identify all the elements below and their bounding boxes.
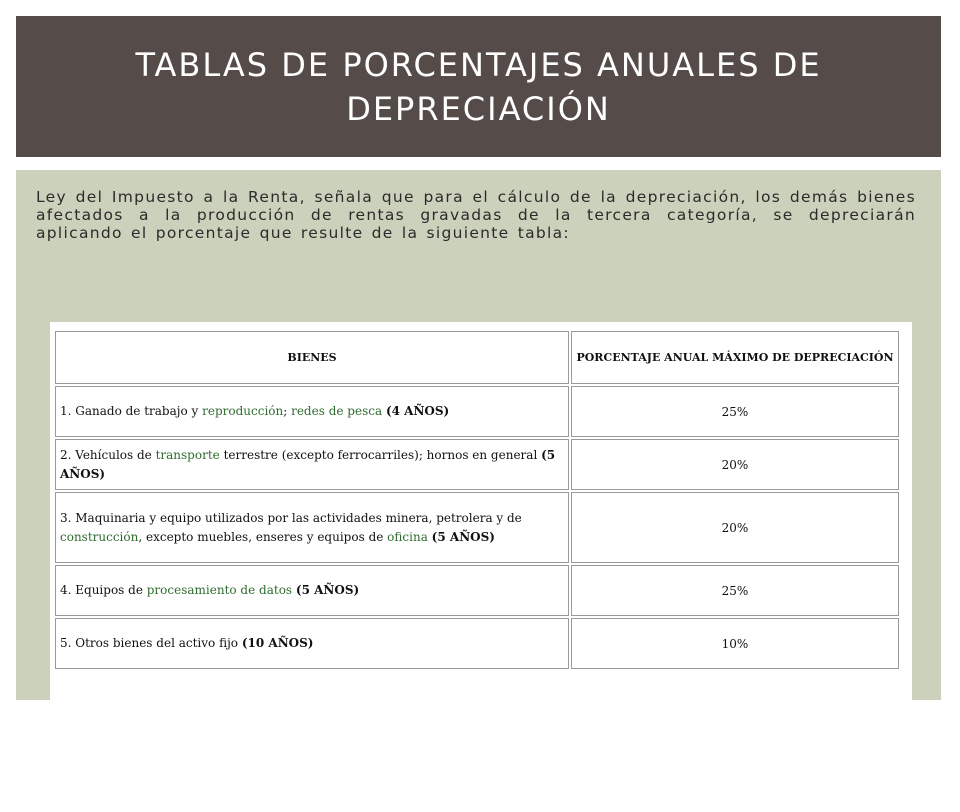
bien-cell xyxy=(55,565,569,616)
bien-cell xyxy=(55,386,569,437)
bien-text: 4. Equipos de xyxy=(60,583,147,597)
bien-link[interactable]: transporte xyxy=(155,447,220,462)
bien-text: 1. Ganado de trabajo y xyxy=(60,404,203,418)
percent-cell: 20% xyxy=(571,492,899,563)
bien-link[interactable]: construcción xyxy=(60,529,139,544)
bien-link[interactable]: oficina xyxy=(387,529,428,544)
bien-text: 5. Otros bienes del activo fijo xyxy=(60,636,242,650)
bien-cell xyxy=(55,618,569,669)
depreciation-table xyxy=(53,329,901,671)
table-header-row xyxy=(55,331,899,384)
bien-text: , excepto muebles, enseres y equipos de xyxy=(138,529,388,544)
percent-cell: 20% xyxy=(571,439,899,490)
bien-text: terrestre (excepto ferrocarriles); hornos en general xyxy=(219,447,542,462)
table-image xyxy=(50,322,912,812)
table-row xyxy=(55,492,899,563)
years-label: (5 AÑOS) xyxy=(60,447,556,481)
bien-link[interactable]: reproducción xyxy=(202,404,284,418)
intro-paragraph: Ley del Impuesto a la Renta, señala que para el cálculo de la depreciación, los demás bienes afectados a la producción de rentas gravadas de la tercera categoría, se depreciarán aplicando el porcentaje que resulte de la siguiente tabla: xyxy=(36,188,916,242)
bien-text: 3. Maquinaria y equipo utilizados por las actividades minera, petrolera y de xyxy=(60,510,522,525)
title-bar xyxy=(16,16,941,157)
table-row xyxy=(55,386,899,437)
table-row xyxy=(55,565,899,616)
slide-title: TABLAS DE PORCENTAJES ANUALES DE DEPRECIACIÓN xyxy=(135,45,822,128)
bien-cell xyxy=(55,492,569,563)
header-bienes: BIENES xyxy=(55,331,569,384)
percent-cell: 25% xyxy=(571,565,899,616)
content-area xyxy=(16,170,941,700)
years-label: (5 AÑOS) xyxy=(431,529,495,544)
bien-link[interactable]: redes de pesca xyxy=(291,404,383,418)
bien-text: 2. Vehículos de xyxy=(60,447,156,462)
bien-cell xyxy=(55,439,569,490)
table-row xyxy=(55,439,899,490)
years-label: (5 AÑOS) xyxy=(295,583,360,597)
years-label: (4 AÑOS) xyxy=(385,404,450,418)
percent-cell: 10% xyxy=(571,618,899,669)
bien-text: ; xyxy=(283,404,292,418)
percent-cell: 25% xyxy=(571,386,899,437)
bien-link[interactable]: procesamiento de datos xyxy=(146,583,293,597)
table-row xyxy=(55,618,899,669)
header-porcentaje: PORCENTAJE ANUAL MÁXIMO DE DEPRECIACIÓN xyxy=(571,331,899,384)
years-label: (10 AÑOS) xyxy=(241,636,314,650)
